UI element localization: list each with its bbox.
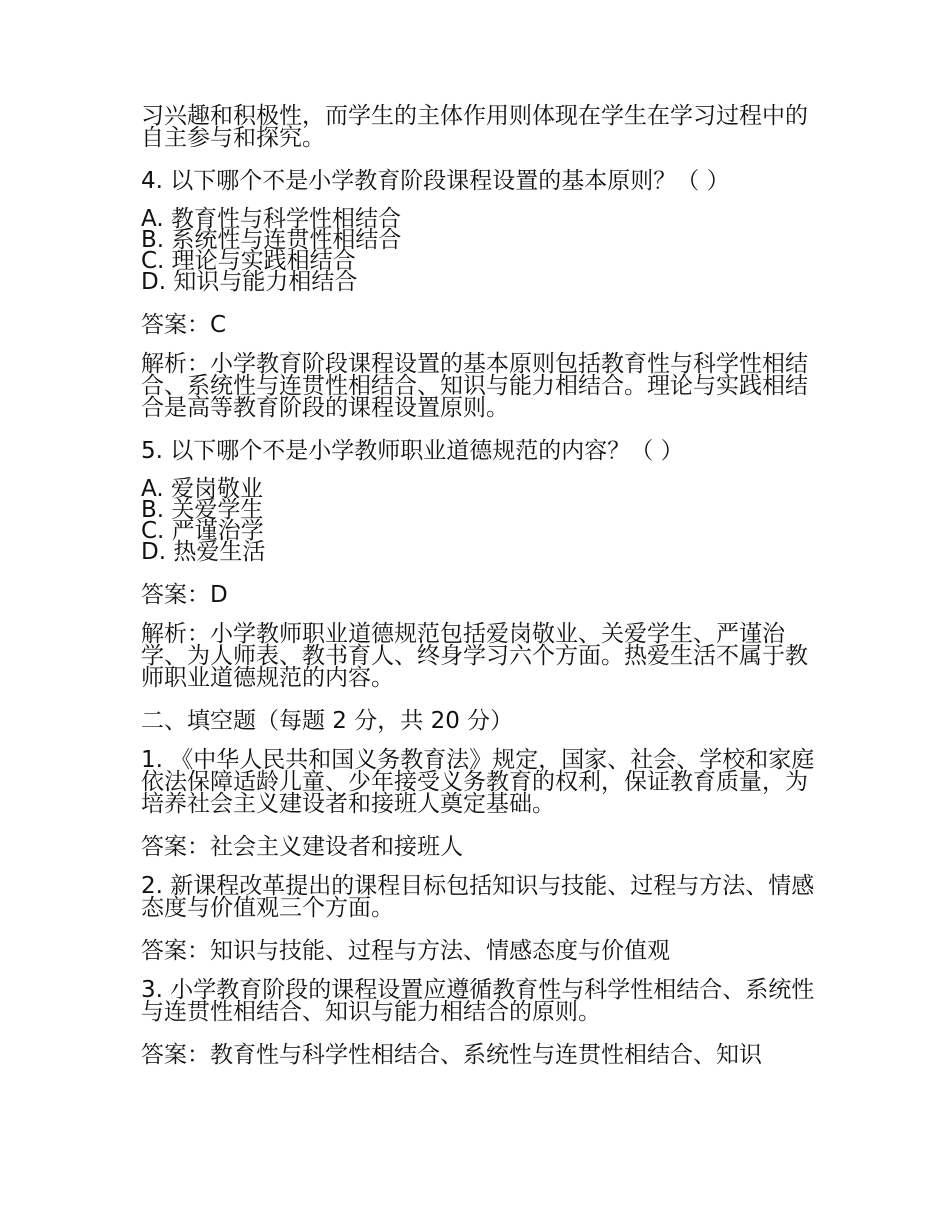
option-c: C. 理论与实践相结合 [141,248,356,274]
question-4: 4. 以下哪个不是小学教育阶段课程设置的基本原则？（ ） [141,168,730,194]
option-a: A. 爱岗敬业 [141,476,263,502]
question-4-options [141,206,816,295]
explanation-4: 解析：小学教育阶段课程设置的基本原则包括教育性与科学性相结合、系统性与连贯性相结合、知识与能力相结合。理论与实践相结合是高等教育阶段的课程设置原则。 [141,351,808,421]
option-b: B. 关爱学生 [141,497,264,523]
answer-4: 答案：C [141,312,227,338]
section-heading-fill-in: 二、填空题（每题 2 分，共 20 分） [141,708,514,734]
option-d: D. 知识与能力相结合 [141,269,358,295]
option-a: A. 教育性与科学性相结合 [141,206,401,232]
fill-question-1: 1. 《中华人民共和国义务教育法》规定，国家、社会、学校和家庭依法保障适龄儿童、少年接受义务教育的权利，保证教育质量，为培养社会主义建设者和接班人奠定基础。 [141,747,815,817]
option-d: D. 热爱生活 [141,539,266,565]
answer-5: 答案：D [141,582,228,608]
option-c: C. 严谨治学 [141,518,264,544]
option-b: B. 系统性与连贯性相结合 [141,227,402,253]
question-5-options [141,476,816,565]
fill-question-2: 2. 新课程改革提出的课程目标包括知识与技能、过程与方法、情感态度与价值观三个方面。 [141,873,815,921]
document-page [141,105,816,1083]
question-5: 5. 以下哪个不是小学教师职业道德规范的内容？（ ） [141,438,684,464]
paragraph-continuation: 习兴趣和积极性，而学生的主体作用则体现在学生在学习过程中的自主参与和探究。 [141,103,808,151]
fill-answer-3: 答案：教育性与科学性相结合、系统性与连贯性相结合、知识 [141,1042,762,1068]
fill-answer-2: 答案：知识与技能、过程与方法、情感态度与价值观 [141,938,670,964]
explanation-5: 解析：小学教师职业道德规范包括爱岗敬业、关爱学生、严谨治学、为人师表、教书育人、终身学习六个方面。热爱生活不属于教师职业道德规范的内容。 [141,621,808,691]
fill-answer-1: 答案：社会主义建设者和接班人 [141,834,463,860]
fill-question-3: 3. 小学教育阶段的课程设置应遵循教育性与科学性相结合、系统性与连贯性相结合、知识与能力相结合的原则。 [141,977,815,1025]
